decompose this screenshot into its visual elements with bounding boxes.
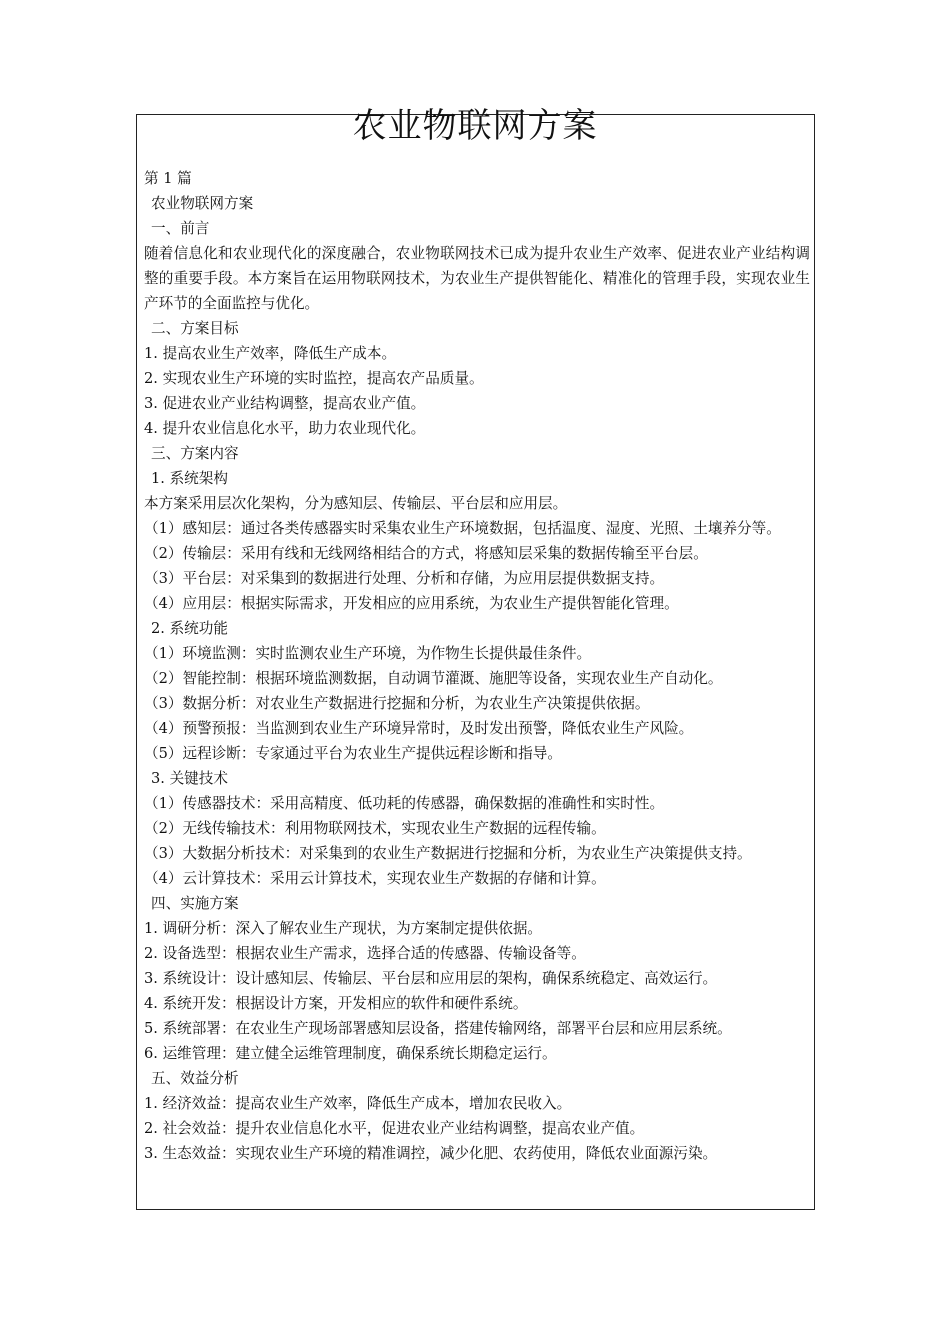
body-line: 本方案采用层次化架构，分为感知层、传输层、平台层和应用层。 [144,495,568,512]
document-body [144,166,810,1166]
body-line: （4）预警预报：当监测到农业生产环境异常时，及时发出预警，降低农业生产风险。 [144,720,694,737]
section-heading: 三、方案内容 [151,445,239,462]
body-line: （2）传输层：采用有线和无线网络相结合的方式，将感知层采集的数据传输至平台层。 [144,545,708,562]
section-heading: 3. 关键技术 [151,770,228,787]
body-line: （4）云计算技术：采用云计算技术，实现农业生产数据的存储和计算。 [144,870,606,887]
body-line: （4）应用层：根据实际需求，开发相应的应用系统，为农业生产提供智能化管理。 [144,595,679,612]
body-line: 5. 系统部署：在农业生产现场部署感知层设备，搭建传输网络，部署平台层和应用层系统。 [144,1020,732,1037]
body-line: 第 1 篇 [144,170,192,187]
section-heading: 2. 系统功能 [151,620,228,637]
body-paragraph: （1）感知层：通过各类传感器实时采集农业生产环境数据，包括温度、湿度、光照、土壤养分等。 [144,520,781,537]
section-heading: 二、方案目标 [151,320,239,337]
body-line: 2. 设备选型：根据农业生产需求，选择合适的传感器、传输设备等。 [144,945,586,962]
document-title: 农业物联网方案 [352,106,598,146]
body-line: （2）智能控制：根据环境监测数据，自动调节灌溉、施肥等设备，实现农业生产自动化。 [144,670,723,687]
body-line: 1. 经济效益：提高农业生产效率，降低生产成本，增加农民收入。 [144,1095,572,1112]
body-line: 2. 实现农业生产环境的实时监控，提高农产品质量。 [144,370,484,387]
section-heading: 四、实施方案 [151,895,239,912]
body-line: 6. 运维管理：建立健全运维管理制度，确保系统长期稳定运行。 [144,1045,557,1062]
section-heading: 农业物联网方案 [151,195,254,212]
body-line: （2）无线传输技术：利用物联网技术，实现农业生产数据的远程传输。 [144,820,606,837]
body-paragraph: 随着信息化和农业现代化的深度融合，农业物联网技术已成为提升农业生产效率、促进农业产业结构调整的重要手段。本方案旨在运用物联网技术，为农业生产提供智能化、精准化的管理手段，实现农业生产环节的全面监控与优化。 [144,245,810,312]
body-line: 1. 提高农业生产效率，降低生产成本。 [144,345,397,362]
body-line: 3. 系统设计：设计感知层、传输层、平台层和应用层的架构，确保系统稳定、高效运行。 [144,970,718,987]
body-line: 1. 调研分析：深入了解农业生产现状，为方案制定提供依据。 [144,920,543,937]
body-line: 4. 提升农业信息化水平，助力农业现代化。 [144,420,426,437]
section-heading: 五、效益分析 [151,1070,239,1087]
body-line: （1）环境监测：实时监测农业生产环境，为作物生长提供最佳条件。 [144,645,592,662]
section-heading: 1. 系统架构 [151,470,228,487]
body-line: 2. 社会效益：提升农业信息化水平，促进农业产业结构调整，提高农业产值。 [144,1120,645,1137]
body-line: 3. 促进农业产业结构调整，提高农业产值。 [144,395,426,412]
body-line: （5）远程诊断：专家通过平台为农业生产提供远程诊断和指导。 [144,745,562,762]
body-line: 4. 系统开发：根据设计方案，开发相应的软件和硬件系统。 [144,995,528,1012]
body-line: （3）平台层：对采集到的数据进行处理、分析和存储，为应用层提供数据支持。 [144,570,665,587]
body-line: （1）传感器技术：采用高精度、低功耗的传感器，确保数据的准确性和实时性。 [144,795,665,812]
section-heading: 一、前言 [151,220,210,237]
body-paragraph: （3）大数据分析技术：对采集到的农业生产数据进行挖掘和分析，为农业生产决策提供支持。 [144,845,752,862]
body-line: （3）数据分析：对农业生产数据进行挖掘和分析，为农业生产决策提供依据。 [144,695,650,712]
body-line: 3. 生态效益：实现农业生产环境的精准调控，减少化肥、农药使用，降低农业面源污染。 [144,1145,718,1162]
